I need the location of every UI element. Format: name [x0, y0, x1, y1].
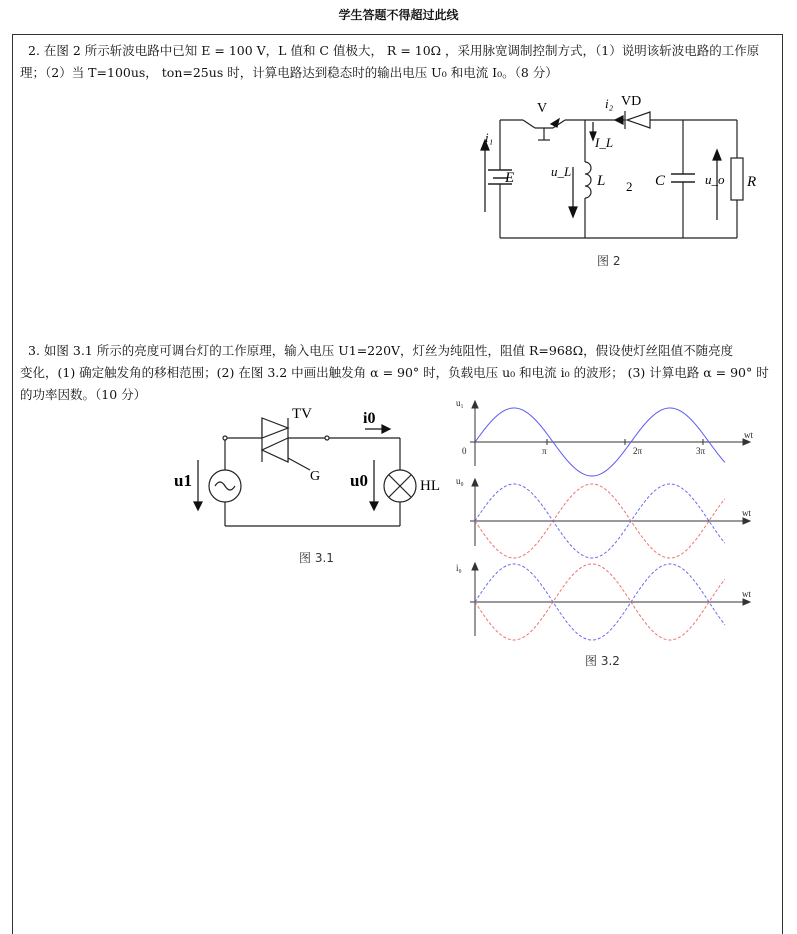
figure-2-caption: 图 2 — [597, 254, 621, 268]
label-IL: I_L — [595, 135, 614, 150]
question-2-line-1: 2. 在图 2 所示斩波电路中已知 E = 100 V，L 值和 C 值极大， R = 10Ω ，采用脉宽调制控制方式，（1）说明该斩波电路的工作原 — [28, 43, 760, 58]
label-node-2: 2 — [626, 179, 633, 194]
plot3-xlabel: wt — [742, 589, 751, 599]
label-uo: u_o — [705, 172, 725, 187]
plot3-ylabel: i₀ — [456, 563, 462, 573]
plot1-tick-3pi: 3π — [696, 446, 706, 456]
label-E: E — [505, 170, 515, 186]
question-2-text — [20, 40, 780, 84]
label-diode-VD: VD — [621, 94, 642, 109]
figure-3-2-waveforms — [450, 396, 770, 646]
label-i1: i₁ — [485, 130, 494, 145]
question-3-line-3: 的功率因数。（10 分） — [20, 387, 147, 402]
label-i2: i₂ — [605, 96, 614, 111]
question-3-line-2: 变化，(1) 确定触发角的移相范围；(2) 在图 3.2 中画出触发角 α = 90° 时，负载电压 u₀ 和电流 i₀ 的波形； (3) 计算电路 α = 90° 时 — [20, 365, 769, 380]
plot2-ylabel: u₀ — [456, 476, 464, 486]
plot1-tick-0: 0 — [462, 446, 467, 456]
label-R: R — [747, 174, 757, 190]
figure-3-2-caption: 图 3.2 — [585, 654, 620, 668]
question-3-line-1: 3. 如图 3.1 所示的亮度可调台灯的工作原理，输入电压 U1=220V，灯丝为纯阻性，阻值 R=968Ω，假设使灯丝阻值不随亮度 — [28, 343, 734, 358]
plot1-xlabel: wt — [744, 430, 753, 440]
label-i0: i0 — [363, 410, 376, 427]
plot1-ylabel: u₁ — [456, 398, 464, 408]
label-uL: u_L — [551, 164, 572, 179]
header-warning: 学生答题不得超过此线 — [338, 8, 459, 22]
figure-2-circuit — [455, 92, 755, 252]
label-L: L — [597, 173, 606, 189]
label-HL: HL — [420, 478, 440, 494]
plot1-tick-pi: π — [542, 446, 547, 456]
label-u0: u0 — [350, 471, 368, 490]
label-C: C — [655, 173, 666, 189]
question-2-line-2: 理；（2）当 T=100us， ton=25us 时，计算电路达到稳态时的输出电压 U₀ 和电流 I₀。（8 分） — [20, 65, 558, 80]
plot2-xlabel: wt — [742, 508, 751, 518]
plot1-tick-2pi: 2π — [633, 446, 643, 456]
label-TV: TV — [292, 406, 312, 422]
label-switch-V: V — [537, 101, 548, 116]
label-u1: u1 — [174, 471, 192, 490]
figure-3-1-circuit — [170, 402, 460, 537]
label-G: G — [310, 469, 321, 484]
figure-3-1-caption: 图 3.1 — [299, 551, 334, 565]
